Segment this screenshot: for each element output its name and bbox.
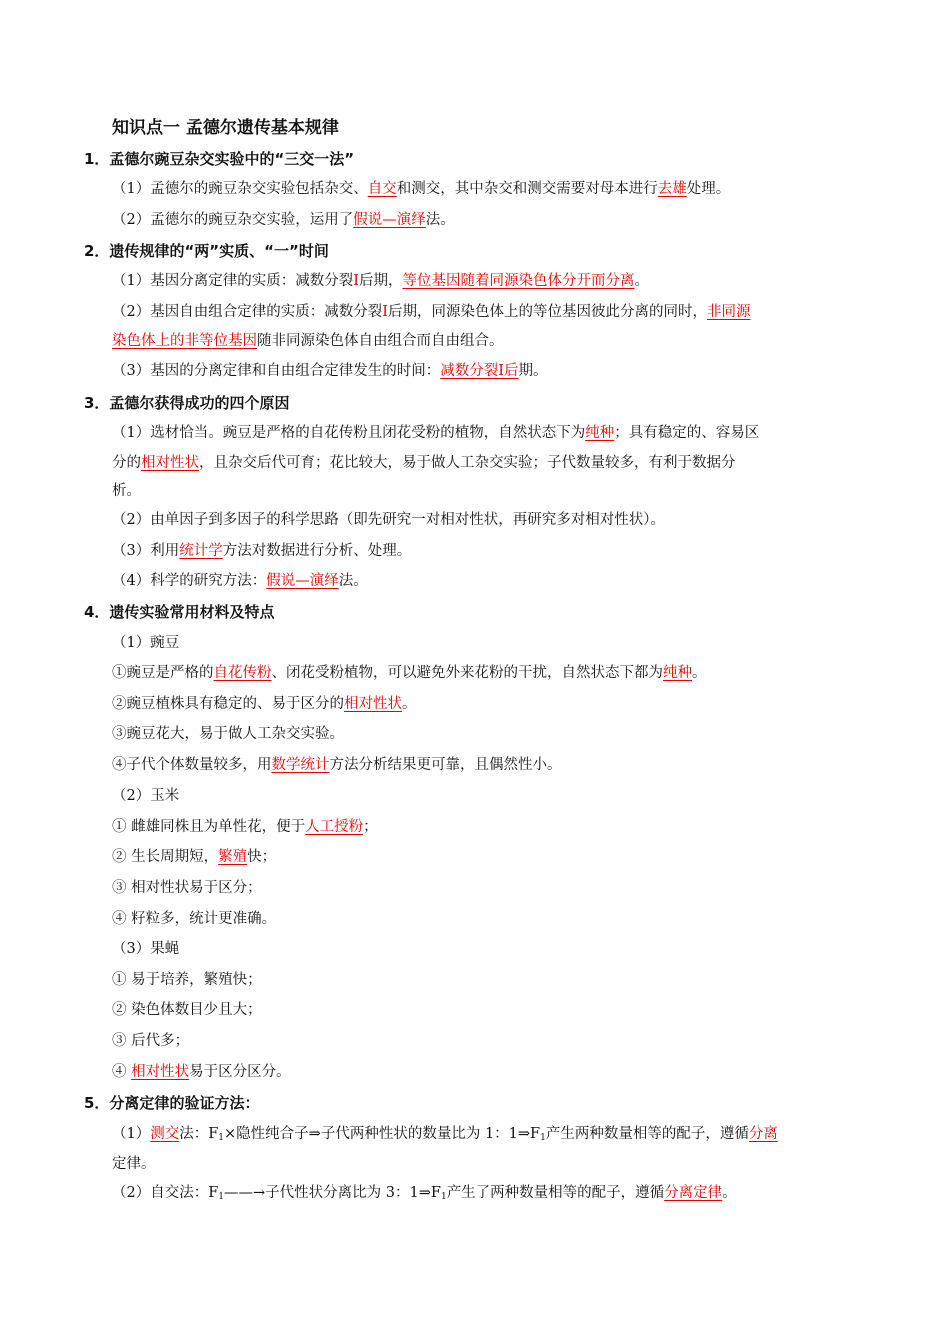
s5-paragraph-1 [112,1123,778,1149]
s2-paragraph-3 [112,360,547,382]
s2-paragraph-1 [112,270,649,292]
text: ； [363,819,378,835]
text: 易于区分区分。 [189,1064,291,1080]
text: （1）孟德尔的豌豆杂交实验包括杂交、 [112,181,368,197]
pea-subheading: （1）豌豆 [112,635,180,651]
answer-blank: 相对性状 [344,696,402,712]
answer-blank: 纯种 [663,665,692,681]
answer-blank: 去雄 [657,181,687,197]
text: （3）利用 [112,543,180,559]
text: （3）基因的分离定律和自由组合定律发生的时间： [112,363,441,379]
text: ——→子代性状分离比为 3：1⇒F [224,1185,441,1201]
s3-paragraph-2: （2）由单因子到多因子的科学思路（即先研究一对相对性状，再研究多对相对性状）。 [112,512,665,528]
text: （2）自交法：F [112,1185,219,1201]
corn-item-2 [112,846,276,868]
section-1-heading: 1．孟德尔豌豆杂交实验中的“三交一法” [84,150,355,168]
pea-item-1 [112,662,707,684]
text: ①豌豆是严格的 [112,665,214,681]
s2-paragraph-2-cont [112,330,504,352]
text: 快； [247,849,277,865]
answer-blank: 等位基因随着同源染色体分开而分离 [402,273,635,289]
text: 法。 [338,573,368,589]
text: 。 [722,1185,737,1201]
text: 。 [402,696,417,712]
s5-paragraph-1-cont: 定律。 [112,1156,156,1172]
text: 法：F [179,1126,219,1142]
answer-blank: 自花传粉 [213,665,272,681]
fly-item-4 [112,1061,291,1083]
fly-subheading: （3）果蝇 [112,941,180,957]
text: （2）孟德尔的豌豆杂交实验，运用了 [112,212,354,228]
s2-paragraph-2 [112,301,750,323]
s3-paragraph-1 [112,422,759,444]
page-title: 知识点一 孟德尔遗传基本规律 [112,118,339,138]
text: ④子代个体数量较多，用 [112,757,272,773]
text: ② 生长周期短， [112,849,219,865]
corn-subheading: （2）玉米 [112,788,180,804]
pea-item-3: ③豌豆花大，易于做人工杂交实验。 [112,726,344,742]
fly-item-2: ② 染色体数目少且大； [112,1002,262,1018]
answer-blank: 数学统计 [271,757,330,773]
section-3-heading: 3．孟德尔获得成功的四个原因 [84,394,290,412]
answer-blank: 纯种 [585,425,615,441]
roman-numeral: Ⅰ [353,273,359,289]
roman-numeral: Ⅰ [382,304,388,320]
answer-blank: 人工授粉 [305,819,364,835]
text: ④ [112,1064,132,1080]
s1-paragraph-1 [112,178,730,200]
fly-item-3: ③ 后代多； [112,1033,190,1049]
text: 后期， [358,273,403,289]
s3-paragraph-1-cont [112,452,736,474]
text: ②豌豆植株具有稳定的、易于区分的 [112,696,344,712]
answer-blank: 非同源 [706,304,751,320]
text: 方法对数据进行分析、处理。 [222,543,412,559]
answer-blank: 繁殖 [218,849,248,865]
s1-paragraph-2 [112,209,455,231]
answer-blank: 自交 [367,181,397,197]
text: ① 雌雄同株且为单性花，便于 [112,819,306,835]
subscript: 1 [218,1133,225,1143]
answer-blank: 统计学 [179,543,223,559]
text: （1）选材恰当。豌豆是严格的自花传粉且闭花受粉的植物，自然状态下为 [112,425,586,441]
text: （1） [112,1126,151,1142]
corn-item-4: ④ 籽粒多，统计更准确。 [112,911,277,927]
s3-paragraph-4 [112,570,368,592]
text: 法。 [425,212,455,228]
subscript: 1 [218,1192,225,1202]
pea-item-4 [112,754,562,776]
text: 。 [692,665,707,681]
section-5-heading: 5．分离定律的验证方法： [84,1094,260,1112]
answer-blank: 减数分裂Ⅰ后 [440,363,519,379]
s3-paragraph-3 [112,540,411,562]
text: （2）基因自由组合定律的实质：减数分裂 [112,304,383,320]
text: 方法分析结果更可靠，且偶然性小。 [329,757,562,773]
answer-blank: 分离定律 [664,1185,723,1201]
answer-blank: 染色体上的非等位基因 [112,333,257,349]
section-4-heading: 4．遗传实验常用材料及特点 [84,603,275,621]
answer-blank: 相对性状 [131,1064,190,1080]
answer-blank: 分离 [748,1126,778,1142]
s3-paragraph-1-end: 析。 [112,483,141,499]
pea-item-2 [112,693,417,715]
section-2-heading: 2．遗传规律的“两”实质、“一”时间 [84,242,329,260]
text: 。 [634,273,649,289]
text: （1）基因分离定律的实质：减数分裂 [112,273,354,289]
text: 产生两种数量相等的配子，遵循 [545,1126,749,1142]
text: ，且杂交后代可育；花比较大，易于做人工杂交实验；子代数量较多，有利于数据分 [199,455,736,471]
s5-paragraph-2 [112,1182,737,1208]
text: （4）科学的研究方法： [112,573,267,589]
answer-blank: 相对性状 [141,455,199,471]
text: 后期，同源染色体上的等位基因彼此分离的同时， [387,304,707,320]
subscript: 1 [540,1133,546,1143]
text: 产生了两种数量相等的配子，遵循 [446,1185,665,1201]
answer-blank: 测交 [150,1126,180,1142]
text: ×隐性纯合子⇒子代两种性状的数量比为 1：1⇒F [224,1126,541,1142]
fly-item-1: ① 易于培养，繁殖快； [112,972,262,988]
text: ；具有稳定的、容易区 [614,425,760,441]
text: 期。 [518,363,548,379]
text: 处理。 [686,181,731,197]
corn-item-3: ③ 相对性状易于区分； [112,880,262,896]
answer-blank: 假说—演绎 [353,212,426,228]
answer-blank: 假说—演绎 [266,573,339,589]
text: 分的 [112,455,141,471]
text: 和测交，其中杂交和测交需要对母本进行 [396,181,658,197]
text: 随非同源染色体自由组合而自由组合。 [257,333,504,349]
subscript: 1 [440,1192,447,1202]
corn-item-1 [112,816,378,838]
text: 、闭花受粉植物，可以避免外来花粉的干扰，自然状态下都为 [271,665,663,681]
